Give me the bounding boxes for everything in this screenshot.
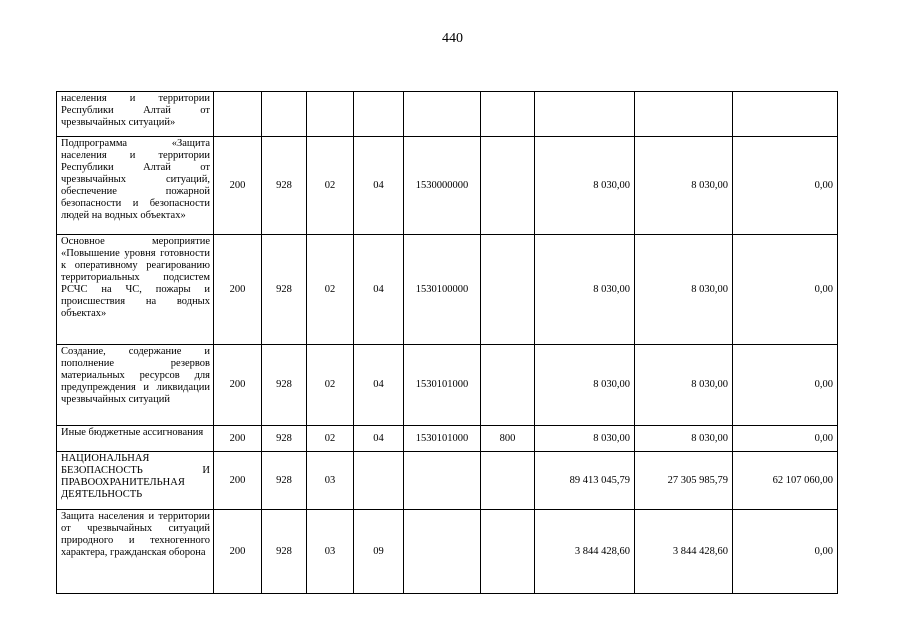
csr-cell [404,452,481,510]
sum2-cell: 27 305 985,79 [635,452,733,510]
rz-cell: 03 [307,510,354,594]
sum3-cell: 0,00 [733,426,838,452]
rz-cell: 02 [307,235,354,345]
page-number: 440 [442,31,463,46]
vr-cell [481,510,535,594]
sum2-cell [635,92,733,137]
pr-cell: 04 [354,235,404,345]
sum2-cell: 8 030,00 [635,426,733,452]
total-cell: 89 413 045,79 [535,452,635,510]
sum2-cell: 3 844 428,60 [635,510,733,594]
row-name: НАЦИОНАЛЬНАЯ БЕЗОПАСНОСТЬ И ПРАВООХРАНИТЕЛЬНАЯ ДЕЯТЕЛЬНОСТЬ [57,452,214,510]
ved-cell: 928 [262,235,307,345]
csr-cell: 1530101000 [404,345,481,426]
pr-cell: 04 [354,426,404,452]
sum3-cell: 0,00 [733,235,838,345]
vr-cell [481,235,535,345]
sum3-cell: 0,00 [733,510,838,594]
gr-cell: 200 [214,452,262,510]
table-row [57,137,838,235]
ved-cell: 928 [262,452,307,510]
table-body [57,92,838,594]
table-row [57,235,838,345]
gr-cell: 200 [214,345,262,426]
pr-cell [354,452,404,510]
sum2-cell: 8 030,00 [635,235,733,345]
rz-cell: 02 [307,426,354,452]
vr-cell: 800 [481,426,535,452]
pr-cell: 04 [354,137,404,235]
table-row [57,452,838,510]
vr-cell [481,92,535,137]
row-name: Защита населения и территории от чрезвычайных ситуаций природного и техногенного характера, гражданская оборона [57,510,214,594]
sum3-cell [733,92,838,137]
total-cell: 8 030,00 [535,345,635,426]
sum2-cell: 8 030,00 [635,345,733,426]
rz-cell [307,92,354,137]
vr-cell [481,137,535,235]
vr-cell [481,452,535,510]
sum2-cell: 8 030,00 [635,137,733,235]
csr-cell: 1530100000 [404,235,481,345]
total-cell: 8 030,00 [535,137,635,235]
gr-cell: 200 [214,137,262,235]
csr-cell [404,510,481,594]
table-row [57,92,838,137]
rz-cell: 02 [307,345,354,426]
total-cell: 8 030,00 [535,235,635,345]
ved-cell: 928 [262,345,307,426]
ved-cell: 928 [262,510,307,594]
gr-cell: 200 [214,235,262,345]
sum3-cell: 0,00 [733,137,838,235]
ved-cell [262,92,307,137]
table-row [57,510,838,594]
total-cell: 8 030,00 [535,426,635,452]
rz-cell: 03 [307,452,354,510]
ved-cell: 928 [262,137,307,235]
table-row [57,345,838,426]
gr-cell: 200 [214,510,262,594]
gr-cell: 200 [214,426,262,452]
total-cell: 3 844 428,60 [535,510,635,594]
row-name: Создание, содержание и пополнение резервов материальных ресурсов для предупреждения и ликвидации чрезвычайных ситуаций [57,345,214,426]
row-name: Подпрограмма «Защита населения и территории Республики Алтай от чрезвычайных ситуаций, обеспечение пожарной безопасности и безопасности людей на водных объектах» [57,137,214,235]
table-row [57,426,838,452]
sum3-cell: 62 107 060,00 [733,452,838,510]
row-name: населения и территории Республики Алтай от чрезвычайных ситуаций» [57,92,214,137]
row-name: Основное мероприятие «Повышение уровня готовности к оперативному реагированию территориальных подсистем РСЧС на ЧС, пожары и происшествия на водных объектах» [57,235,214,345]
sum3-cell: 0,00 [733,345,838,426]
csr-cell: 1530101000 [404,426,481,452]
csr-cell [404,92,481,137]
vr-cell [481,345,535,426]
row-name: Иные бюджетные ассигнования [57,426,214,452]
rz-cell: 02 [307,137,354,235]
ved-cell: 928 [262,426,307,452]
pr-cell: 04 [354,345,404,426]
pr-cell [354,92,404,137]
gr-cell [214,92,262,137]
pr-cell: 09 [354,510,404,594]
csr-cell: 1530000000 [404,137,481,235]
total-cell [535,92,635,137]
budget-table [56,91,838,594]
